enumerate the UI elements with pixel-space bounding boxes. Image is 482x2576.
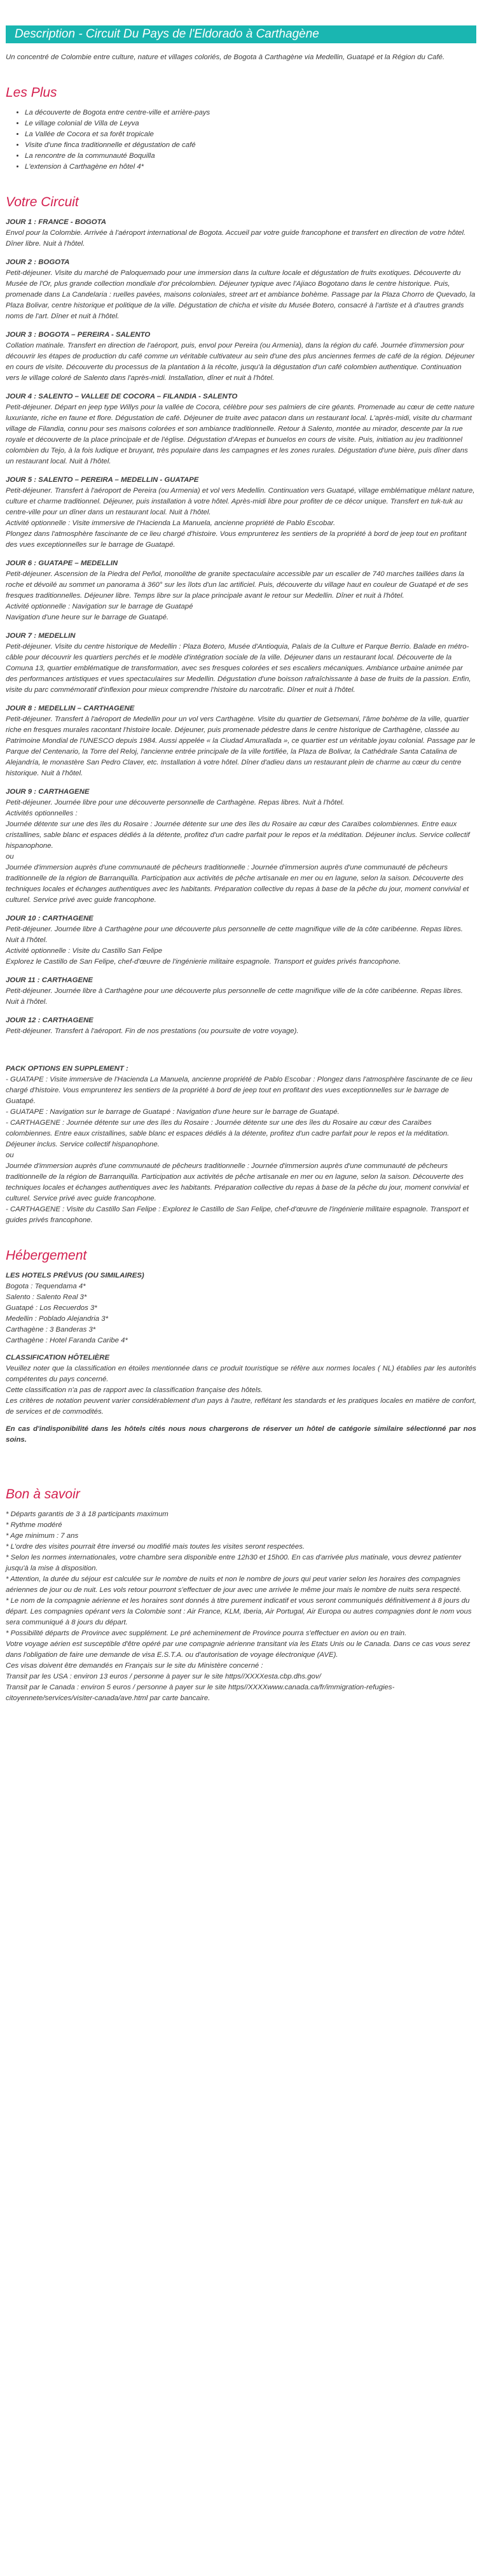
day-block (6, 631, 476, 696)
day-block (6, 217, 476, 250)
day-title: JOUR 5 : SALENTO – PEREIRA – MEDELLIN - GUATAPE (6, 476, 199, 484)
day-title: JOUR 12 : CARTHAGENE (6, 1017, 93, 1024)
day-block (6, 330, 476, 384)
day-description: Petit-déjeuner. Transfert à l'aéroport de Pereira (ou Armenia) et vol vers Medellin. Continuation vers Guatapé, village emblématique mêlant nature, culture et charme traditionnel. Déjeuner, puis installation à votre hôtel. Après-midi libre pour profiter de ce décor unique. Transfert en tuk-tuk au centre-ville pour un dîner dans un restaurant local. Nuit à l'hôtel. Activité optionnelle : Visite immersive de l'Hacienda La Manuela, ancienne propriété de Pablo Escobar. Plongez dans l'atmosphère fascinante de ce lieu chargé d'histoire. Vous emprunterez les sentiers de la propriété à bord de jeep tout en profitant des vues exceptionnelles sur le barrage de Guatapé. (6, 487, 475, 549)
day-description: Petit-déjeuner. Départ en jeep type Willys pour la vallée de Cocora, célèbre pour ses palmiers de cire géants. Promenade au cœur de cette nature luxuriante, riche en faune et flore. Dégustation de café. Déjeuner de truite avec patacon dans un restaurant local. L'après-midi, visite du charmant village de Filandia, connu pour ses maisons colorées et son ambiance traditionnelle. Retour à Salento, montée au mirador, descente par la rue royale et découverte de la place principale et de l'église. Dégustation d'Arepas et bunuelos en cours de visite. Puis, initiation au jeu traditionnel colombien du Tejo, à la fois ludique et bruyant, très populaire dans les campagnes et les zones rurales. Dégustation d'une bière, puis dîner dans un restaurant local. Nuit à l'hôtel. (6, 404, 475, 465)
day-description: Petit-déjeuner. Journée libre pour une découverte personnelle de Carthagène. Repas libres. Nuit à l'hôtel. Activités optionnelles : Journée détente sur une des îles du Rosaire : Journée détente sur une des îles du Rosaire au cœur des Caraïbes colombiennes. Entre eaux cristallines, sable blanc et espaces dédiés à la détente, profitez d'un cadre parfait pour le repos et la méditation. Déjeuner inclus. Service collectif hispanophone. ou Journée d'immersion auprès d'une communauté de pêcheurs traditionnelle : Journée d'immersion auprès d'une communauté de pêcheurs traditionnelle de la région de Barranquilla. Participation aux activités de pêche artisanale en mer ou en lagune, selon la saison. Découverte des techniques locales et échanges authentiques avec les habitants. Préparation collective du repas à base de la pêche du jour, moment convivial et culturel. Service privé avec guide francophone. (6, 799, 470, 904)
info-heading: Bon à savoir (6, 1487, 80, 1502)
lodging-heading: Hébergement (6, 1248, 87, 1263)
page-title: Description - Circuit Du Pays de l'Eldorado à Carthagène (6, 25, 476, 43)
info-text: * Départs garantis de 3 à 18 participants maximum * Rythme modéré * Age minimum : 7 ans * L'ordre des visites pourrait être inversé ou modifié mais toutes les visites seront respectées. * Selon les normes internationales, votre chambre sera disponible entre 12h30 et 15h00. En cas d'arrivée plus matinale, vous devrez patienter jusqu'à la mise à disposition. * Attention, la durée du séjour est calculée sur le nombre de nuits et non le nombre de jours qui peut varier selon les horaires des compagnies aériennes de jour ou de nuit. Les vols retour pourront s'effectuer de jour avec une arrivée le même jour mais le nombre de nuits sera respecté. * Le nom de la compagnie aérienne et les horaires sont donnés à titre purement indicatif et vous seront communiqués définitivement à 8 jours du départ. Les compagnies opérant vers la Colombie sont : Air France, KLM, Iberia, Air Portugal, Air Europa ou autres compagnies dont le nom vous sera communiqué à 8 jours du départ. * Possibilité départs de Province avec supplément. Le pré acheminement de Province pourra s'effectuer en avion ou en train. Votre voyage aérien est susceptible d'être opéré par une compagnie aérienne transitant via les Etats Unis ou le Canada. Dans ce cas vous serez dans l'obligation de faire une demande de visa E.S.T.A. ou d'autorisation de voyage électronique (AVE). Ces visas doivent être demandés en Français sur le site du Ministère concerné : Transit par les USA : environ 13 euros / personne à payer sur le site https//XXXXesta.cbp.dhs.gov/ Transit par le Canada : environ 5 euros / personne à payer sur le site https//XXXXwww.canada.ca/fr/immigration-refugies-citoyennete/services/visiter-canada/ave.html par carte bancaire. (6, 1510, 472, 1702)
supplements-title: PACK OPTIONS EN SUPPLEMENT : (6, 1065, 128, 1073)
highlight-item: • Le village colonial de Villa de Leyva (25, 118, 476, 129)
day-block (6, 913, 476, 968)
day-description: Petit-déjeuner. Visite du marché de Paloquemado pour une immersion dans la culture locale et dégustation de fruits exotiques. Découverte du Musée de l'Or, plus grande collection mondiale d'or précolombien. Déjeuner typique avec l'Ajiaco Bogotano dans le centre historique. Puis, promenade dans La Candelaria : ruelles pavées, maisons coloniales, street art et ambiance bohème. Passage par la Plaza Chorro de Quevado, la Plaza Bolivar, centre historique et politique de la ville. Dégustation de chicha et visite du Musée Botero, consacré à l'artiste et à d'autres grands noms de l'art. Dîner et nuit à l'hôtel. (6, 269, 476, 320)
hotels-list: Bogota : Tequendama 4* Salento : Salento Real 3* Guatapé : Los Recuerdos 3* Medellin : Poblado Alejandria 3* Carthagène : 3 Banderas 3* Carthagène : Hotel Faranda Caribe 4* (6, 1283, 128, 1344)
classification-title: CLASSIFICATION HÔTELIÈRE (6, 1354, 110, 1362)
day-description: Petit-déjeuner. Transfert à l'aéroport. Fin de nos prestations (ou poursuite de votre voyage). (6, 1027, 299, 1035)
classification-note: En cas d'indisponibilité dans les hôtels cités nous nous chargerons de réserver un hôtel de catégorie similaire sélectionné par nos soins. (6, 1425, 476, 1444)
highlights-heading: Les Plus (6, 85, 57, 100)
highlight-item: • La découverte de Bogota entre centre-ville et arrière-pays (25, 108, 476, 118)
day-title: JOUR 4 : SALENTO – VALLEE DE COCORA – FILANDIA - SALENTO (6, 393, 238, 400)
day-description: Collation matinale. Transfert en direction de l'aéroport, puis, envol pour Pereira (ou Armenia), dans la région du café. Journée d'immersion pour découvrir les étapes de production du café comme un véritable cultivateur au sein d'une des plus anciennes fermes de café de la région. Déjeuner en cours de visite. Découverte du processus de la plantation à la récolte, jusqu'à la dégustation d'un café colombien authentique. Continuation vers le village coloré de Salento dans l'après-midi. Installation, dîner et nuit à l'hôtel. (6, 342, 475, 382)
section-spacer (6, 1446, 476, 1465)
day-title: JOUR 10 : CARTHAGENE (6, 915, 93, 922)
day-description: Petit-déjeuner. Journée libre à Carthagène pour une découverte plus personnelle de cette magnifique ville de la côte caribéenne. Repas libres. Nuit à l'hôtel. Activité optionnelle : Visite du Castillo San Felipe Explorez le Castillo de San Felipe, chef-d'œuvre de l'ingénierie militaire espagnole. Transport et guides privés francophone. (6, 926, 463, 966)
hotels-title: LES HOTELS PRÉVUS (OU SIMILAIRES) (6, 1272, 144, 1279)
day-block (6, 558, 476, 623)
itinerary-heading: Votre Circuit (6, 195, 79, 209)
day-block (6, 703, 476, 779)
day-description: Petit-déjeuner. Visite du centre historique de Medellin : Plaza Botero, Musée d'Antioquia, Palais de la Culture et Parque Berrio. Balade en métro-câble pour découvrir les quartiers perchés et le modèle d'intégration sociale de la ville. Déjeuner dans un restaurant local. Découverte de la Comuna 13, quartier emblématique de transformation, avec ses fresques colorées et ses escaliers mécaniques. Ambiance urbaine animée par des performances artistiques et vues spectaculaires sur Medellin. Dégustation d'une boisson rafraîchissante à base de fruits de la passion. Enfin, visite du parc commémoratif d'inflexion pour mieux comprendre l'histoire du narcotrafic. Dîner et nuit à l'hôtel. (6, 643, 471, 694)
day-block (6, 391, 476, 467)
day-title: JOUR 11 : CARTHAGENE (6, 976, 93, 984)
intro-text: Un concentré de Colombie entre culture, nature et villages coloriés, de Bogota à Carthagène via Medellin, Guatapé et la Région du Café. (6, 53, 445, 61)
section-spacer (6, 1045, 476, 1064)
day-title: JOUR 6 : GUATAPE – MEDELLIN (6, 560, 118, 567)
day-block (6, 975, 476, 1008)
day-block (6, 787, 476, 906)
day-description: Petit-déjeuner. Ascension de la Piedra del Peñol, monolithe de granite spectaculaire accessible par un escalier de 740 marches taillées dans la roche et dévoilé au sommet un panorama à 360° sur les îlots d'un lac artificiel. Puis, découverte du village haut en couleur de Guatapé et de ses fresques traditionnelles. Déjeuner libre. Temps libre sur la place principale avant le retour sur Medellin. Dîner et nuit à l'hôtel. Activité optionnelle : Navigation sur le barrage de Guatapé Navigation d'une heure sur le barrage de Guatapé. (6, 570, 469, 621)
day-title: JOUR 3 : BOGOTA – PEREIRA - SALENTO (6, 331, 151, 339)
supplements-text: - GUATAPE : Visite immersive de l'Hacienda La Manuela, ancienne propriété de Pablo Escobar : Plongez dans l'atmosphère fascinante de ce lieu chargé d'histoire. Vous emprunterez les sentiers de la propriété à bord de jeep tout en profitant des vues exceptionnelles sur le barrage de Guatapé. - GUATAPE : Navigation sur le barrage de Guatapé : Navigation d'une heure sur le barrage de Guatapé. - CARTHAGENE : Journée détente sur une des îles du Rosaire : Journée détente sur une des îles du Rosaire au cœur des Caraïbes colombiennes. Entre eaux cristallines, sable blanc et espaces dédiés à la détente, profitez d'un cadre parfait pour le repos et la méditation. Déjeuner inclus. Service collectif hispanophone. ou Journée d'immersion auprès d'une communauté de pêcheurs traditionnelle : Journée d'immersion auprès d'une communauté de pêcheurs traditionnelle de la région de Barranquilla. Participation aux activités de pêche artisanale en mer ou en lagune, selon la saison. Découverte des techniques locales et échanges authentiques avec les habitants. Préparation collective du repas à base de la pêche du jour, moment convivial et culturel. Service privé avec guide francophone. - CARTHAGENE : Visite du Castillo San Felipe : Explorez le Castillo de San Felipe, chef-d'œuvre de l'ingénierie militaire espagnole. Transport et guides privés francophone. (6, 1076, 472, 1224)
day-block (6, 475, 476, 551)
day-title: JOUR 1 : FRANCE - BOGOTA (6, 218, 106, 226)
day-title: JOUR 2 : BOGOTA (6, 258, 70, 266)
day-block (6, 257, 476, 322)
day-title: JOUR 9 : CARTHAGENE (6, 788, 90, 796)
day-title: JOUR 8 : MEDELLIN – CARTHAGENE (6, 705, 135, 712)
highlight-item: • La Vallée de Cocora et sa forêt tropicale (25, 129, 476, 140)
day-title: JOUR 7 : MEDELLIN (6, 632, 76, 640)
highlight-item: • L'extension à Carthagène en hôtel 4* (25, 162, 476, 172)
day-description: Envol pour la Colombie. Arrivée à l'aéroport international de Bogota. Accueil par votre guide francophone et transfert en direction de votre hôtel. Dîner libre. Nuit à l'hôtel. (6, 229, 466, 248)
page (6, 0, 476, 1704)
highlights-list (6, 108, 476, 172)
day-description: Petit-déjeuner. Journée libre à Carthagène pour une découverte plus personnelle de cette magnifique ville de la côte caribéenne. Repas libres. Nuit à l'hôtel. (6, 987, 463, 1006)
highlight-item: • Visite d'une finca traditionnelle et dégustation de café (25, 140, 476, 151)
day-block (6, 1015, 476, 1037)
day-description: Petit-déjeuner. Transfert à l'aéroport de Medellin pour un vol vers Carthagène. Visite du quartier de Getsemani, l'âme bohème de la ville, quartier riche en fresques murales racontant l'histoire locale. Déjeuner, puis promenade pédestre dans le centre historique de Carthagène, classée au Patrimoine Mondial de l'UNESCO depuis 1984. Aussi appelée « la Ciudad Amurallada », ce quartier est un véritable joyau colonial. Passage par le Parque del Centenario, la Torre del Reloj, l'ancienne entrée principale de la ville fortifiée, la Plaza de Bolivar, la Cathédrale Santa Catalina de Alejandría, le monastère San Pedro Claver, etc. Installation à votre hôtel. Dîner d'adieu dans un restaurant plein de charme au cœur du centre historique. Nuit à l'hôtel. (6, 715, 476, 777)
highlight-item: • La rencontre de la communauté Boquilla (25, 151, 476, 162)
classification-text: Veuillez noter que la classification en étoiles mentionnée dans ce produit touristique se réfère aux normes locales ( NL) établies par les autorités compétentes du pays concerné. Cette classification n'a pas de rapport avec la classification française des hôtels. Les critères de notation peuvent varier considérablement d'un pays à l'autre, reflétant les standards et les pratiques locales en matière de confort, de services et de commodités. (6, 1365, 476, 1416)
